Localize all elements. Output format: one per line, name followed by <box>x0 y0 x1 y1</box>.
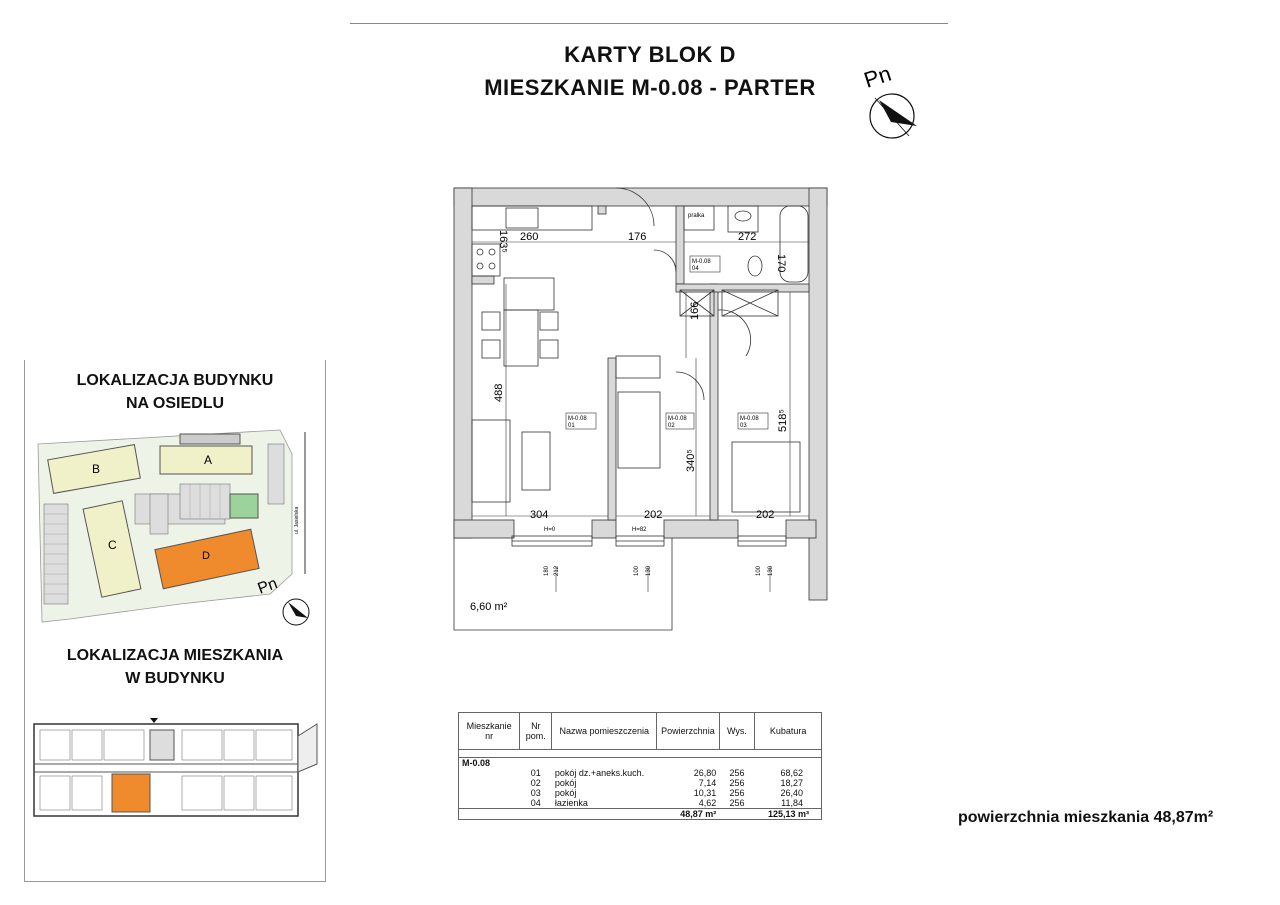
room03-num: 03 <box>740 423 747 429</box>
table-row: 04 łazienka 4,62 256 11,84 <box>459 798 822 809</box>
dim-170: 170 <box>775 254 787 273</box>
dim-163: 163⁵ <box>497 230 509 253</box>
building-a-label: A <box>204 453 213 467</box>
north-arrow-icon <box>845 58 925 148</box>
sidebar-border-right <box>325 360 326 882</box>
win2-h: 130 <box>646 565 652 576</box>
apartment-number: M-0.08 <box>459 758 520 769</box>
dim-202b: 202 <box>756 509 775 521</box>
table-row: 01 pokój dz.+aneks.kuch. 26,80 256 68,62 <box>459 768 822 778</box>
total-volume: 125,13 m³ <box>755 809 822 820</box>
apartment-floor-plan <box>440 180 840 640</box>
room01-code: M-0.08 <box>568 416 587 422</box>
sidebar-border-left <box>24 360 25 882</box>
dim-260: 260 <box>520 231 539 243</box>
north-label: Pn <box>860 60 895 93</box>
rooms-table <box>458 712 822 820</box>
street-label: ul. Jasielska <box>294 506 300 534</box>
dim-304: 304 <box>530 509 549 521</box>
apartment-area-summary: powierzchnia mieszkania 48,87m² <box>958 809 1214 826</box>
dim-3405: 340⁵ <box>685 449 697 472</box>
building-d-label: D <box>202 550 210 562</box>
building-c-label: C <box>108 538 117 552</box>
dim-488: 488 <box>493 383 505 402</box>
page-title-line1: KARTY BLOK D <box>564 42 736 67</box>
building-b-label: B <box>92 462 101 476</box>
dim-176: 176 <box>628 231 647 243</box>
dim-166: 166 <box>689 301 701 320</box>
site-north-arrow-icon <box>256 574 316 634</box>
col-nazwa: Nazwa pomieszczenia <box>552 713 657 750</box>
sidebar-heading1-line1: LOKALIZACJA BUDYNKU <box>76 372 274 389</box>
table-total-row <box>459 809 822 820</box>
room02-code: M-0.08 <box>668 416 687 422</box>
building-floor-plan <box>32 716 322 826</box>
top-rule <box>350 23 948 24</box>
dim-202a: 202 <box>644 509 663 521</box>
page-title-line2: MIESZKANIE M-0.08 - PARTER <box>484 75 816 100</box>
sidebar-heading1-line2: NA OSIEDLU <box>125 395 225 412</box>
sidebar-heading2-line2: W BUDYNKU <box>125 670 225 687</box>
pralka-label: pralka <box>688 213 705 219</box>
col-mieszkanie: Mieszkanie nr <box>459 713 520 750</box>
total-area: 48,87 m² <box>680 809 717 819</box>
room03-code: M-0.08 <box>740 416 759 422</box>
table-row: 02 pokój 7,14 256 18,27 <box>459 778 822 788</box>
win1-h: 212 <box>554 565 560 576</box>
room01-num: 01 <box>568 423 575 429</box>
win2-w: 100 <box>634 565 640 576</box>
room04-num: 04 <box>692 266 699 272</box>
sidebar-border-bottom <box>24 881 326 882</box>
table-row: 03 pokój 10,31 256 26,40 <box>459 788 822 798</box>
dim-272: 272 <box>738 231 757 243</box>
level-h82: H=82 <box>632 527 647 533</box>
win1-w: 180 <box>544 565 550 576</box>
room04-code: M-0.08 <box>692 259 711 265</box>
col-kubatura: Kubatura <box>755 713 822 750</box>
col-nr: Nr pom. <box>520 713 552 750</box>
dim-5185: 518⁵ <box>777 409 789 432</box>
room02-num: 02 <box>668 423 675 429</box>
balcony-area: 6,60 m² <box>470 601 508 613</box>
col-wys: Wys. <box>719 713 754 750</box>
win3-h: 130 <box>768 565 774 576</box>
level-h0: H=0 <box>544 527 556 533</box>
win3-w: 100 <box>756 565 762 576</box>
sidebar-heading2-line1: LOKALIZACJA MIESZKANIA <box>66 647 284 664</box>
col-powierzchnia: Powierzchnia <box>657 713 720 750</box>
site-north-label: Pn <box>256 575 280 598</box>
